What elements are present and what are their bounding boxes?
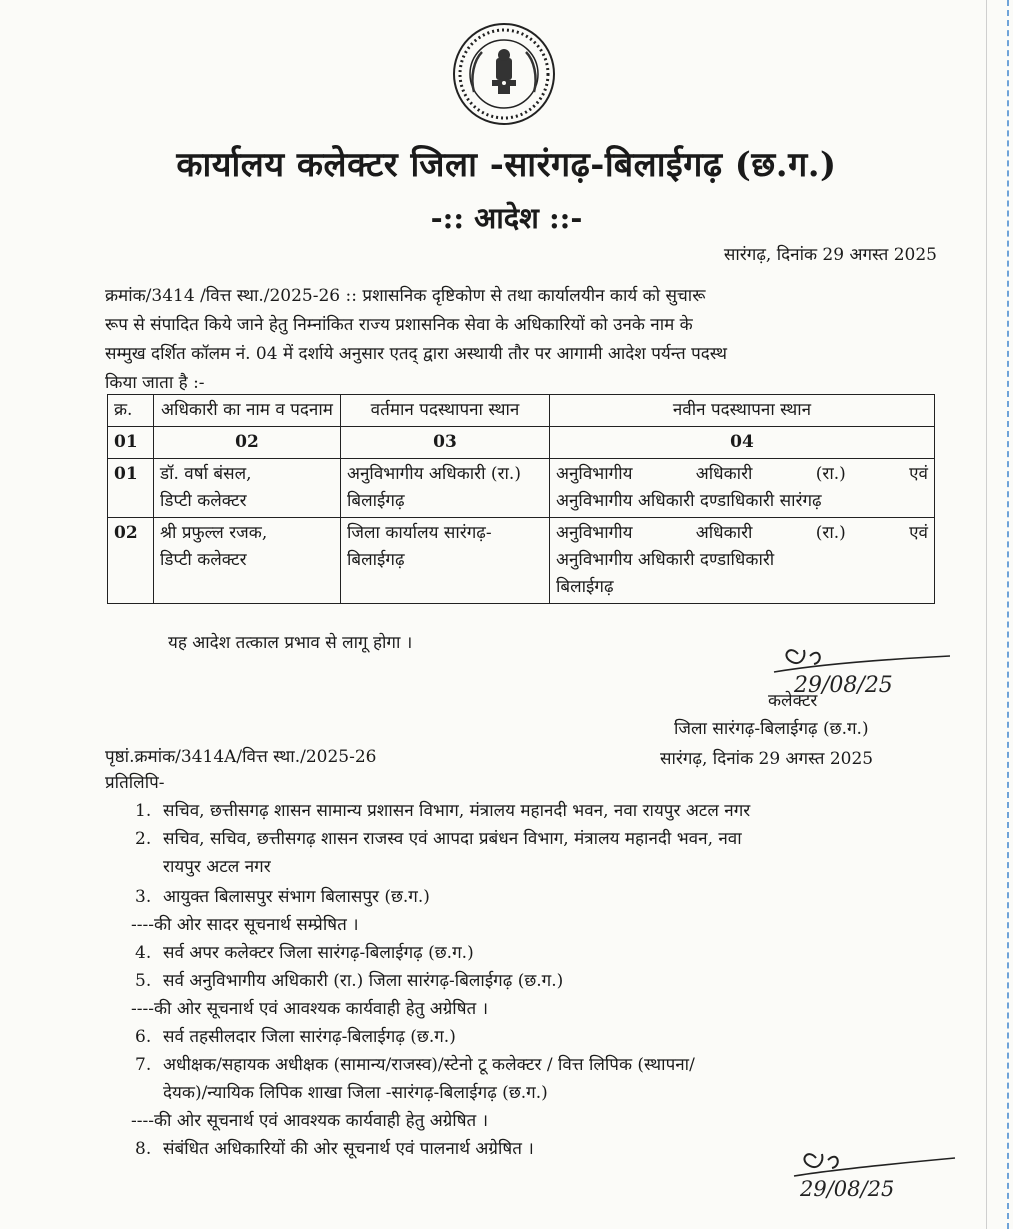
signature-date: 29/08/25 (800, 1177, 895, 1201)
row-current-posting: जिला कार्यालय सारंगढ़-बिलाईगढ़ (341, 518, 550, 604)
word: (रा.) (815, 523, 846, 543)
col-header-sno: क्र. (108, 395, 154, 427)
col-number: 03 (341, 427, 550, 459)
order-line-4: किया जाता है :- (105, 373, 205, 393)
order-line-1 (105, 282, 937, 311)
copy-item-text: आयुक्त बिलासपुर संभाग बिलासपुर (छ.ग.) (163, 887, 430, 907)
order-paragraph (105, 282, 937, 398)
row-officer (154, 518, 341, 604)
row-new-posting (550, 518, 935, 604)
order-ref-no: क्रमांक/3414 /वित्त स्था./2025-26 :: (105, 286, 357, 306)
order-line-3: सम्मुख दर्शित कॉलम नं. 04 में दर्शाये अनुसार एतद् द्वारा अस्थायी तौर पर आगामी आदेश पर्यन्त पदस्थ (105, 344, 727, 364)
copy-item-number: 3. (135, 887, 152, 907)
table-header-row (108, 395, 935, 427)
copy-item-text: अधीक्षक/सहायक अधीक्षक (सामान्य/राजस्व)/स्टेनो टू कलेक्टर / वित्त लिपिक (स्थापना/ (163, 1055, 695, 1075)
new-posting-line: अनुविभागीय अधिकारी दण्डाधिकारी सारंगढ़ (556, 491, 822, 511)
new-posting-line: अनुविभागीय अधिकारी दण्डाधिकारी (556, 550, 775, 570)
order-heading: -:: आदेश ::- (430, 201, 583, 235)
copy-item-text: सचिव, सचिव, छत्तीसगढ़ शासन राजस्व एवं आपदा प्रबंधन विभाग, मंत्रालय महानदी भवन, नवा (163, 829, 742, 849)
col-number: 04 (550, 427, 935, 459)
effect-note: यह आदेश तत्काल प्रभाव से लागू होगा । (168, 633, 413, 653)
col-header-new: नवीन पदस्थापना स्थान (550, 395, 935, 427)
endorsement-date: सारंगढ़, दिनांक 29 अगस्त 2025 (660, 749, 874, 769)
signature-date: 29/08/25 (794, 673, 893, 698)
copy-item-text: सर्व तहसीलदार जिला सारंगढ़-बिलाईगढ़ (छ.ग.) (163, 1027, 456, 1047)
state-emblem-seal (452, 22, 556, 126)
copy-item-number: 2. (135, 829, 152, 849)
order-date: सारंगढ़, दिनांक 29 अगस्त 2025 (723, 245, 937, 265)
copy-item-number: 6. (135, 1027, 152, 1047)
word: एवं (909, 464, 928, 484)
word: (रा.) (815, 464, 846, 484)
col-header-name: अधिकारी का नाम व पदनाम (154, 395, 341, 427)
col-number: 02 (154, 427, 341, 459)
order-intro: प्रशासनिक दृष्टिकोण से तथा कार्यालयीन कार्य को सुचारू (362, 286, 706, 306)
new-posting-line: बिलाईगढ़ (556, 577, 614, 597)
row-new-posting (550, 459, 935, 518)
signatory-office: जिला सारंगढ़-बिलाईगढ़ (छ.ग.) (674, 719, 869, 739)
signature-scrawl-2 (790, 1142, 960, 1202)
office-title: कार्यालय कलेक्टर जिला -सारंगढ़-बिलाईगढ़ (छ.ग.) (176, 145, 837, 185)
endorsement-ref-no: पृष्ठां.क्रमांक/3414A/वित्त स्था./2025-26 (105, 747, 377, 767)
table-colnum-row (108, 427, 935, 459)
copy-item-number: 5. (135, 971, 152, 991)
copy-note-text: ----की ओर सूचनार्थ एवं आवश्यक कार्यवाही हेतु अग्रेषित । (131, 1111, 489, 1131)
signature-scrawl (770, 636, 960, 698)
word: अनुविभागीय (556, 464, 633, 484)
word: अनुविभागीय (556, 523, 633, 543)
posting-table (107, 394, 935, 604)
word: एवं (909, 523, 928, 543)
copy-note-text: ----की ओर सादर सूचनार्थ सम्प्रेषित । (131, 915, 359, 935)
officer-name: श्री प्रफुल्ल रजक, (160, 523, 268, 543)
copy-note-text: ----की ओर सूचनार्थ एवं आवश्यक कार्यवाही हेतु अग्रेषित । (131, 999, 489, 1019)
officer-designation: डिप्टी कलेक्टर (160, 491, 247, 511)
table-row (108, 518, 935, 604)
word: अधिकारी (695, 464, 753, 484)
col-number: 01 (108, 427, 154, 459)
officer-designation: डिप्टी कलेक्टर (160, 550, 247, 570)
new-posting-line (556, 520, 928, 547)
copy-item-number: 7. (135, 1055, 152, 1075)
copy-item-number: 4. (135, 943, 152, 963)
new-posting-line (556, 461, 928, 488)
row-sno: 02 (108, 518, 154, 604)
officer-name: डॉ. वर्षा बंसल, (160, 464, 252, 484)
row-sno: 01 (108, 459, 154, 518)
copy-item-number: 1. (135, 801, 152, 821)
table-row (108, 459, 935, 518)
copy-item-text: सचिव, छत्तीसगढ़ शासन सामान्य प्रशासन विभाग, मंत्रालय महानदी भवन, नवा रायपुर अटल नगर (163, 801, 751, 821)
copy-item-text: रायपुर अटल नगर (163, 857, 271, 877)
signatory-designation: कलेक्टर (768, 691, 818, 711)
copy-item-text: सर्व अनुविभागीय अधिकारी (रा.) जिला सारंगढ़-बिलाईगढ़ (छ.ग.) (163, 971, 564, 991)
order-line-2: रूप से संपादित किये जाने हेतु निम्नांकित राज्य प्रशासनिक सेवा के अधिकारियों को उनके नाम के (105, 315, 693, 335)
word: अधिकारी (695, 523, 753, 543)
col-header-current: वर्तमान पदस्थापना स्थान (341, 395, 550, 427)
row-current-posting: अनुविभागीय अधिकारी (रा.) बिलाईगढ़ (341, 459, 550, 518)
copy-item-text: देयक)/न्यायिक लिपिक शाखा जिला -सारंगढ़-बिलाईगढ़ (छ.ग.) (163, 1083, 548, 1103)
row-officer (154, 459, 341, 518)
copy-item-text: संबंधित अधिकारियों की ओर सूचनार्थ एवं पालनार्थ अग्रेषित । (163, 1139, 534, 1159)
copy-label: प्रतिलिपि- (105, 773, 165, 793)
copy-item-number: 8. (135, 1139, 152, 1159)
copy-item-text: सर्व अपर कलेक्टर जिला सारंगढ़-बिलाईगढ़ (छ.ग.) (163, 943, 474, 963)
